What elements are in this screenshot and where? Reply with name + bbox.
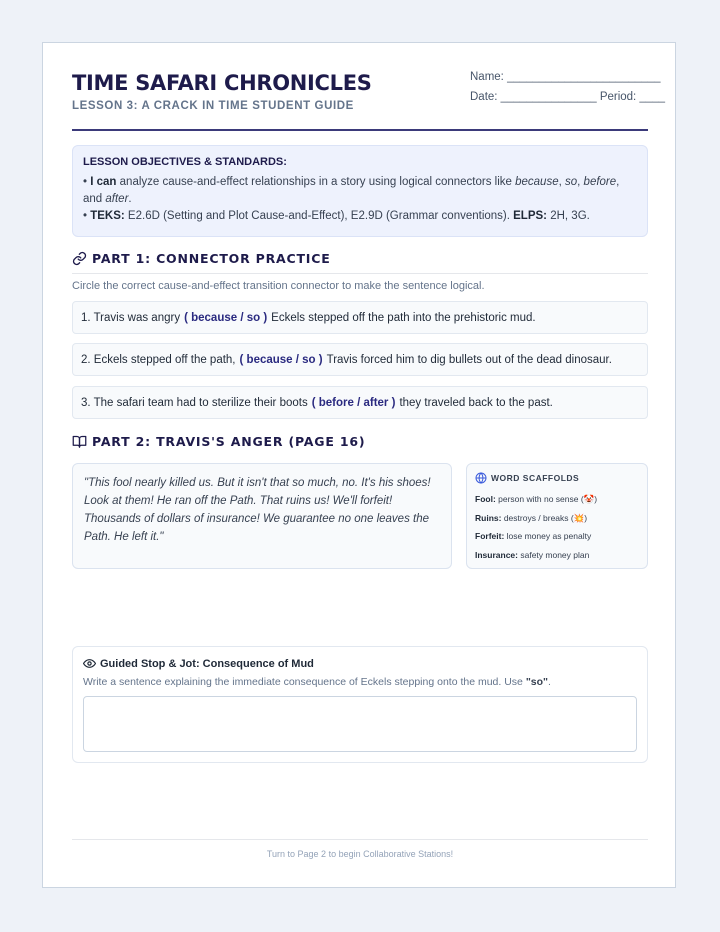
connector-choice[interactable]: ( because / so ) xyxy=(184,311,268,324)
jot-answer-field[interactable] xyxy=(83,696,637,752)
question-3: 3. The safari team had to sterilize their boots ( before / after ) they traveled back to the past. xyxy=(72,386,648,419)
word-scaffolds-box xyxy=(466,463,648,569)
header-divider xyxy=(72,129,648,131)
worksheet-page xyxy=(42,42,676,888)
scaffold-item: Insurance: safety money plan xyxy=(475,549,590,560)
connector-choice[interactable]: ( because / so ) xyxy=(239,353,323,366)
footer-text: Turn to Page 2 to begin Collaborative Stations! xyxy=(266,849,454,859)
part1-heading: PART 1: CONNECTOR PRACTICE xyxy=(72,251,648,274)
scaffold-item: Fool: person with no sense (🤡) xyxy=(475,494,598,504)
jot-instruction: Write a sentence explaining the immediate consequence of Eckels stepping onto the mud. Use "so". xyxy=(83,676,551,688)
part2-heading: PART 2: TRAVIS'S ANGER (PAGE 16) xyxy=(72,434,648,456)
connector-choice[interactable]: ( before / after ) xyxy=(311,396,396,409)
scaffold-item: Ruins: destroys / breaks (💥) xyxy=(475,512,588,523)
book-icon xyxy=(72,434,87,449)
stop-and-jot-box xyxy=(72,646,648,763)
objective-standards: • TEKS: E2.6D (Setting and Plot Cause-and-Effect), E2.9D (Grammar conventions). ELPS: 2H, 3G. xyxy=(83,210,590,222)
question-1: 1. Travis was angry ( because / so ) Eckels stepped off the path into the prehistoric mud. xyxy=(72,301,648,334)
scaffolds-heading: WORD SCAFFOLDS xyxy=(475,472,639,484)
objectives-heading: LESSON OBJECTIVES & STANDARDS: xyxy=(83,156,287,168)
date-period-field[interactable]: Date: _______________ Period: ____ xyxy=(470,91,666,103)
jot-heading: Guided Stop & Jot: Consequence of Mud xyxy=(83,657,637,670)
objective-i-can: • I can analyze cause-and-effect relationships in a story using logical connectors like because, so, before, and after. xyxy=(83,176,620,205)
globe-icon xyxy=(475,472,487,484)
eye-icon xyxy=(83,657,96,670)
page-title: TIME SAFARI CHRONICLES xyxy=(72,71,372,95)
page-subtitle: LESSON 3: A CRACK IN TIME STUDENT GUIDE xyxy=(72,100,354,112)
footer-divider xyxy=(72,839,648,840)
story-quote: "This fool nearly killed us. But it isn't that so much, no. It's his shoes! Look at them! He ran off the Path. That ruins us! We'll forfeit! Thousands of dollars of insurance! We guarantee no one leaves the Path. He left it." xyxy=(72,463,452,569)
part1-instruction: Circle the correct cause-and-effect transition connector to make the sentence logical. xyxy=(72,280,485,292)
name-field[interactable]: Name: ________________________ xyxy=(470,71,661,83)
objectives-box xyxy=(72,145,648,237)
question-2: 2. Eckels stepped off the path, ( because / so ) Travis forced him to dig bullets out of the dead dinosaur. xyxy=(72,343,648,376)
scaffold-item: Forfeit: lose money as penalty xyxy=(475,531,592,541)
link-icon xyxy=(72,251,87,266)
